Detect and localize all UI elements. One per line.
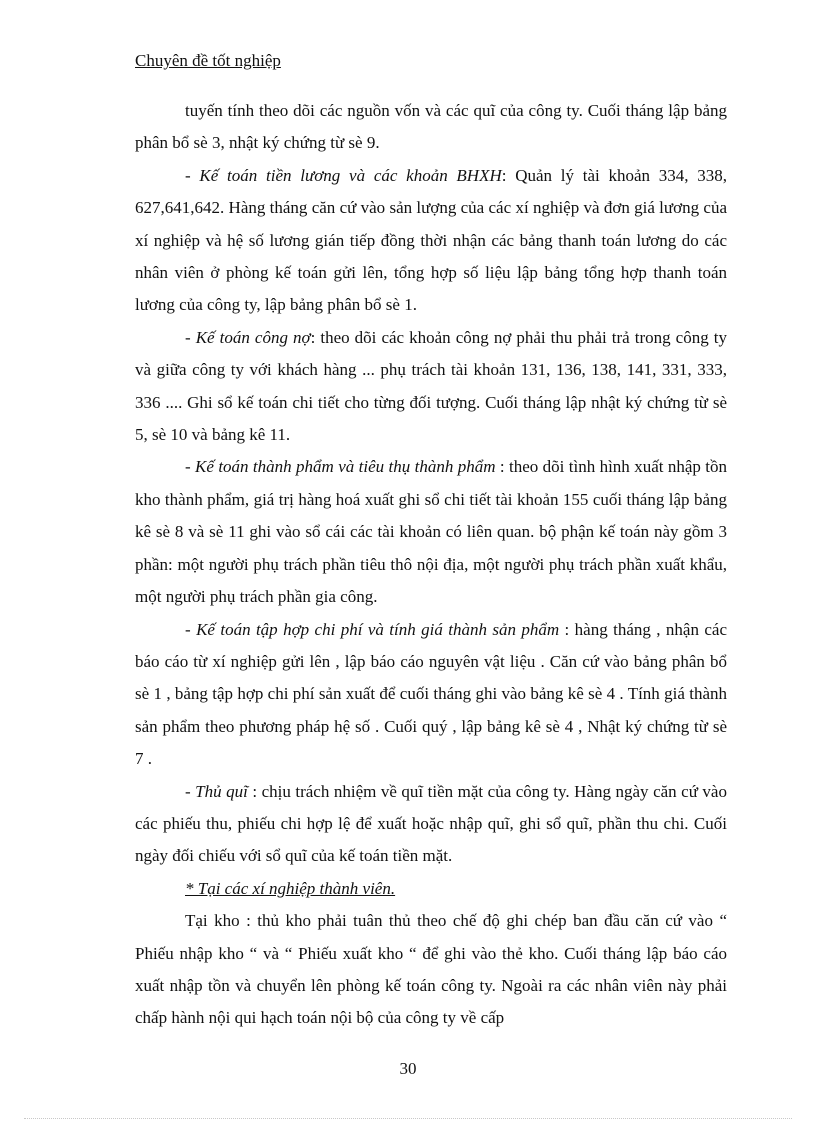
document-header: Chuyên đề tốt nghiệp	[135, 51, 281, 70]
paragraph-payroll-accounting	[135, 160, 727, 322]
paragraph-warehouse	[135, 905, 727, 1035]
paragraph-prefix: -	[185, 165, 200, 185]
section-heading-member-enterprises	[135, 873, 727, 905]
paragraph-prefix: -	[185, 781, 196, 801]
paragraph-text: tuyến tính theo dõi các nguồn vốn và các quĩ của công ty. Cuối tháng lập bảng phân bổ sè 3, nhật ký chứng từ sè 9.	[135, 101, 727, 153]
paragraph-text: Tại kho : thủ kho phải tuân thủ theo chế độ ghi chép ban đầu căn cứ vào “ Phiếu nhập kho “ và “ Phiếu xuất kho “ để ghi vào thẻ kho. Cuối tháng lập báo cáo xuất nhập tồn và chuyển lên phòng kế toán công ty. Ngoài ra các nhân viên này phải chấp hành nội qui hạch toán nội bộ của công ty về cấp	[135, 911, 727, 1028]
term-debt-accounting: Kế toán công nợ	[195, 327, 311, 347]
paragraph-treasurer	[135, 776, 727, 873]
paragraph-prefix: -	[185, 327, 196, 347]
section-heading-text: * Tại các xí nghiệp thành viên.	[185, 878, 396, 898]
term-payroll-accounting: Kế toán tiền lương và các khoản BHXH	[199, 165, 502, 185]
paragraph-text: : chịu trách nhiệm về quĩ tiền mặt của công ty. Hàng ngày căn cứ vào các phiếu thu, phiếu chi hợp lệ để xuất hoặc nhập quĩ, ghi sổ quĩ, phần thu chi. Cuối ngày đối chiếu với sổ quĩ của kế toán tiền mặt.	[135, 781, 727, 866]
page-number: 30	[399, 1059, 417, 1078]
term-cost-accounting: Kế toán tập hợp chi phí và tính giá thành sản phẩm	[196, 619, 560, 639]
term-finished-goods-accounting: Kế toán thành phẩm và tiêu thụ thành phẩm	[195, 457, 496, 477]
paragraph-text: : theo dõi tình hình xuất nhập tồn kho thành phẩm, giá trị hàng hoá xuất ghi sổ chi tiết tài khoản 155 cuối tháng lập bảng kê sè 8 và sè 11 ghi vào sổ cái các tài khoản có liên quan. bộ phận kế toán này gồm 3 phần: một người phụ trách phần tiêu thô nội địa, một người phụ trách phần xuất khẩu, một người phụ trách phần gia công.	[135, 457, 727, 607]
paragraph-text: : Quản lý tài khoản 334, 338, 627,641,642. Hàng tháng căn cứ vào sản lượng của các xí nghiệp và đơn giá lương của xí nghiệp và hệ số lương gián tiếp đồng thời nhận các bảng thanh toán lương do các nhân viên ở phòng kế toán gửi lên, tổng hợp số liệu lập bảng tổng hợp thanh toán lương của công ty, lập bảng phân bổ sè 1.	[135, 165, 727, 315]
paragraph-finished-goods-accounting	[135, 451, 727, 613]
page-bottom-divider	[24, 1118, 792, 1119]
paragraph-text: : hàng tháng , nhận các báo cáo từ xí nghiệp gửi lên , lập báo cáo nguyên vật liệu . Căn cứ vào bảng phân bổ sè 1 , bảng tập hợp chi phí sản xuất để cuối tháng ghi vào bảng kê sè 4 . Tính giá thành sản phẩm theo phương pháp hệ số . Cuối quý , lập bảng kê sè 4 , Nhật ký chứng từ sè 7 .	[135, 619, 728, 769]
term-treasurer: Thủ quĩ	[195, 781, 248, 801]
paragraph-funds-continuation	[135, 95, 727, 160]
paragraph-text: : theo dõi các khoản công nợ phải thu phải trả trong công ty và giữa công ty với khách hàng ... phụ trách tài khoản 131, 136, 138, 141, 331, 333, 336 .... Ghi sổ kế toán chi tiết cho từng đối tượng. Cuối tháng lập nhật ký chứng từ sè 5, sè 10 và bảng kê 11.	[135, 327, 727, 445]
paragraph-cost-accounting	[135, 614, 727, 776]
paragraph-prefix: -	[185, 619, 197, 639]
paragraph-debt-accounting	[135, 322, 727, 452]
paragraph-prefix: -	[185, 457, 196, 477]
document-body	[135, 95, 727, 1035]
